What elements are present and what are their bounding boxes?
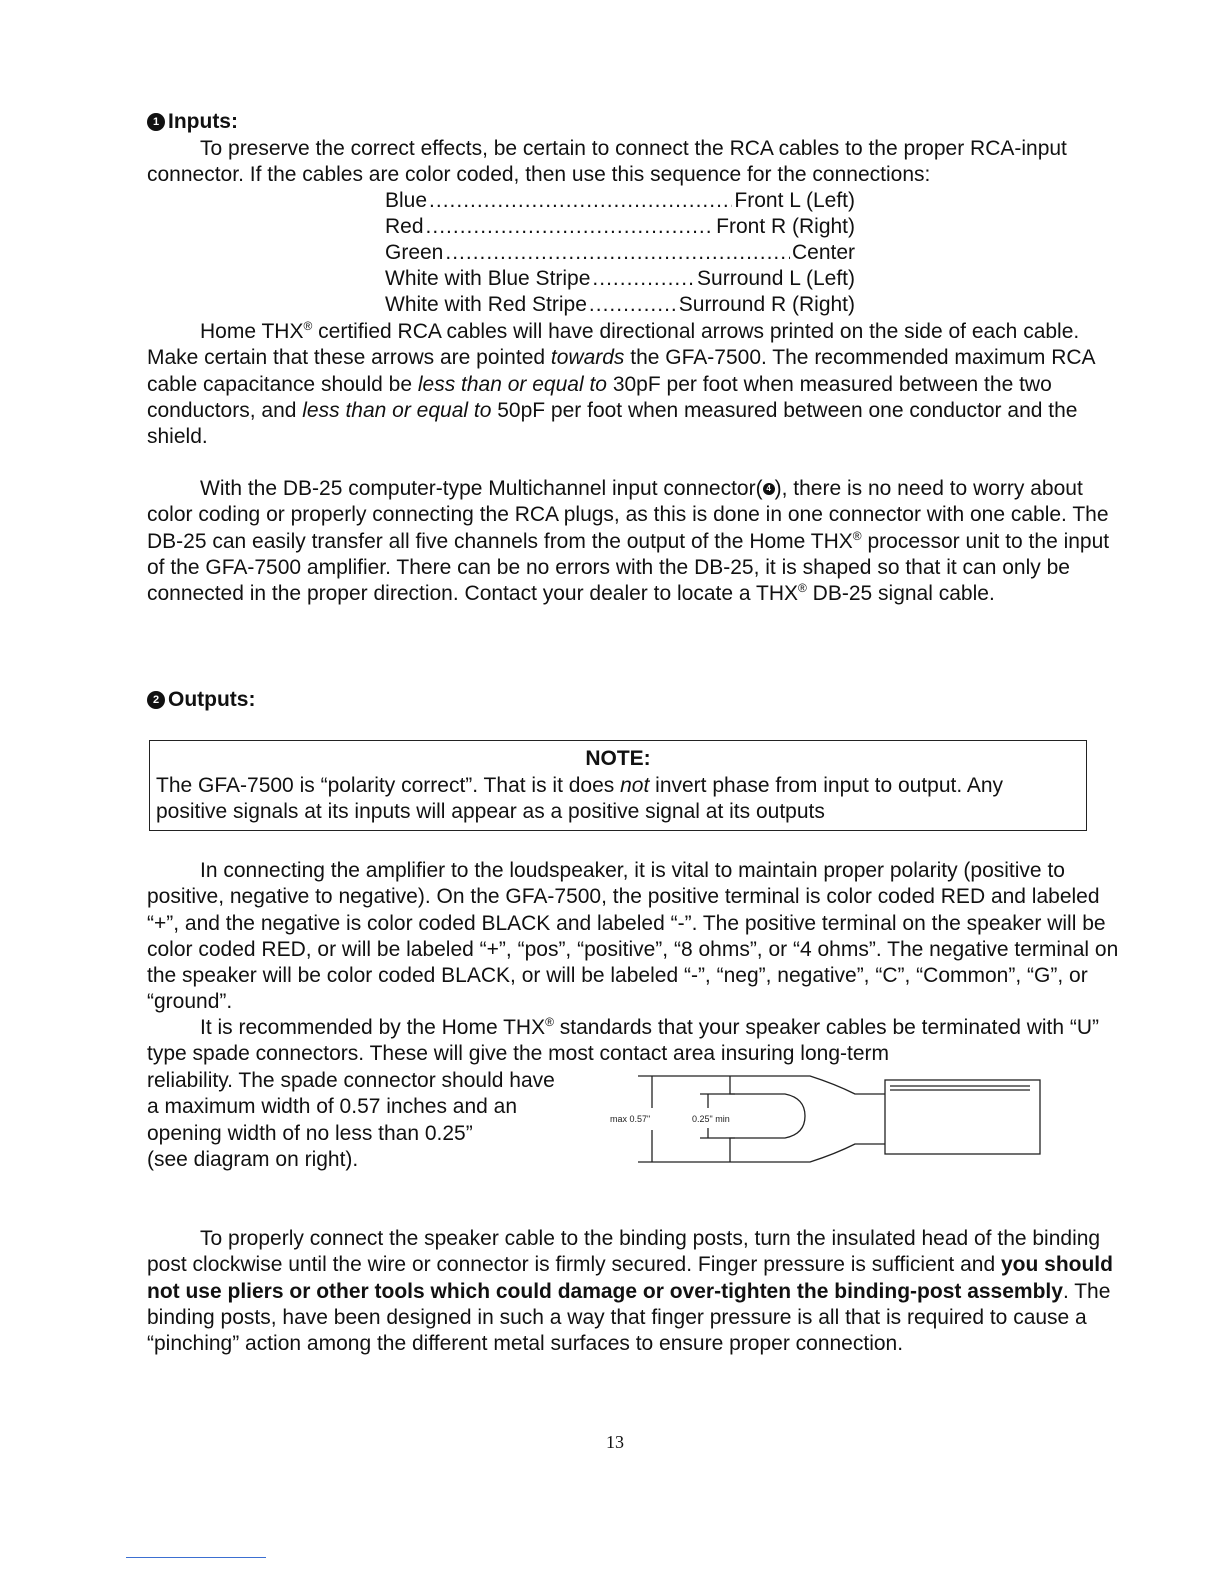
note-text: [156, 773, 1080, 825]
registered-mark: ®: [303, 319, 313, 333]
text-run: DB-25 signal cable.: [806, 582, 995, 606]
footer-rule: [126, 1557, 266, 1558]
max-width-label: max 0.57": [610, 1114, 651, 1124]
spade-outline: [730, 1144, 885, 1162]
warning-bold-text: you should not use pliers or other tools which could damage or over-tighten the binding-post assembly: [147, 1253, 1113, 1303]
registered-mark: ®: [545, 1015, 554, 1029]
emphasis: less than or equal to: [417, 372, 607, 396]
registered-mark: ®: [798, 581, 807, 596]
spade-paragraph: [147, 1015, 1122, 1068]
spade-outline: [730, 1076, 885, 1094]
color-map-row: [385, 188, 855, 214]
leader-dots: [592, 266, 695, 292]
color-map-channel: Front R (Right): [716, 215, 855, 238]
leader-dots: [589, 292, 677, 318]
text-run: certified RCA cables will have directional arrows printed on the side of each cable. Make certain that these arrows are pointed: [147, 320, 1080, 370]
spade-line: a maximum width of 0.57 inches and an: [147, 1095, 518, 1119]
color-map-row: [385, 214, 855, 240]
spade-connector-diagram: [600, 1068, 1050, 1168]
text-run: It is recommended by the Home THX: [200, 1016, 546, 1039]
db25-paragraph: [147, 476, 1122, 607]
min-opening-label: 0.25" min: [692, 1114, 730, 1124]
color-map-color: White with Red Stripe: [385, 293, 587, 316]
text-run: With the DB-25 computer-type Multichannel input connector(: [200, 477, 763, 500]
text-run: The GFA-7500 is “polarity correct”. That is it does: [156, 774, 621, 797]
spade-text-lines: [147, 1068, 597, 1173]
text-run: To properly connect the speaker cable to the binding posts, turn the insulated head of the binding post clockwise until the wire or connector is firmly secured. Finger pressure is sufficient and: [147, 1227, 1101, 1277]
text-run: invert phase from input to output. Any positive signals at its inputs will appear as a positive signal at its outputs: [156, 774, 1004, 823]
text-run: processor unit to the input of the GFA-7500 amplifier. There can be no errors with the DB-25, it is shaped so that it can only be connected in the proper direction. Contact your dealer to locate a THX: [147, 529, 1110, 606]
text-run: In connecting the amplifier to the loudspeaker, it is vital to maintain proper polarity (positive to positive, negative to negative). On the GFA-7500, the positive terminal is color coded RED and labeled “+”, and the negative is color coded BLACK and labeled “-”. The positive terminal on the speaker will be color coded RED, or will be labeled “+”, “pos”, “positive”, “8 ohms”, or “4 ohms”. The negative terminal on the speaker will be color coded BLACK, or will be labeled “-”, “neg”, negative”, “C”, “Common”, “G”, or “ground”.: [147, 859, 1119, 1014]
thx-cable-paragraph: [147, 319, 1122, 450]
text-run: 30pF per foot when measured between the two conductors, and: [147, 372, 1052, 422]
inputs-heading-text: Inputs:: [168, 110, 238, 133]
note-title: NOTE:: [585, 747, 651, 770]
color-map-channel: Center: [791, 241, 855, 264]
text-run: standards that your speaker cables be terminated with “U” type spade connectors. These will give the most contact area insuring long-term: [147, 1016, 1100, 1066]
page-number: 13: [606, 1432, 624, 1452]
text-run: . The binding posts, have been designed in such a way that finger pressure is all that is required to cause a “pinching” action among the different metal surfaces to ensure proper connection.: [147, 1279, 1111, 1356]
color-map-color: Green: [385, 241, 444, 264]
text-run: 50pF per foot when measured between one conductor and the shield.: [147, 398, 1078, 449]
crimp-barrel: [885, 1080, 1040, 1154]
inputs-intro: [147, 136, 1122, 189]
spade-slot: [730, 1076, 805, 1162]
emphasis: not: [620, 774, 650, 797]
spade-line: opening width of no less than 0.25”: [147, 1121, 473, 1145]
leader-dots: [429, 188, 732, 214]
spade-line: (see diagram on right).: [147, 1147, 359, 1171]
color-map-row: [385, 292, 855, 318]
leader-dots: [426, 214, 715, 240]
text-run: Home THX: [200, 320, 304, 343]
emphasis: towards: [550, 346, 625, 370]
connector-number-badge: 4: [763, 483, 775, 495]
note-box: [149, 740, 1087, 831]
color-map-color: Red: [385, 215, 424, 238]
color-map-row: [385, 240, 855, 266]
color-map-row: [385, 266, 855, 292]
polarity-paragraph: [147, 858, 1122, 1016]
color-map-channel: Surround R (Right): [678, 293, 855, 316]
inputs-intro-text: To preserve the correct effects, be certain to connect the RCA cables to the proper RCA-input connector. If the cables are color coded, then use this sequence for the connections:: [147, 137, 1067, 187]
spade-line: reliability. The spade connector should have: [147, 1069, 555, 1092]
inputs-heading: [147, 110, 238, 134]
outputs-number-badge: 2: [147, 691, 165, 709]
registered-mark: ®: [852, 528, 862, 543]
binding-post-paragraph: [147, 1226, 1122, 1357]
color-map-color: Blue: [385, 189, 428, 212]
emphasis: less than or equal to: [302, 398, 492, 422]
outputs-heading-text: Outputs:: [168, 688, 256, 711]
color-map-channel: Surround L (Left): [697, 267, 855, 290]
inputs-number-badge: 1: [147, 113, 165, 131]
text-run: ), there is no need to worry about color coding or properly connecting the RCA plugs, as this is done in one connector with one cable. The DB-25 can easily transfer all five channels from the output of the Home THX: [147, 477, 1109, 553]
color-map-channel: Front L (Left): [734, 189, 855, 212]
leader-dots: [445, 240, 790, 266]
color-map-color: White with Blue Stripe: [385, 267, 591, 290]
outputs-heading: [147, 688, 255, 712]
text-run: the GFA-7500. The recommended maximum RCA cable capacitance should be: [147, 346, 1095, 396]
